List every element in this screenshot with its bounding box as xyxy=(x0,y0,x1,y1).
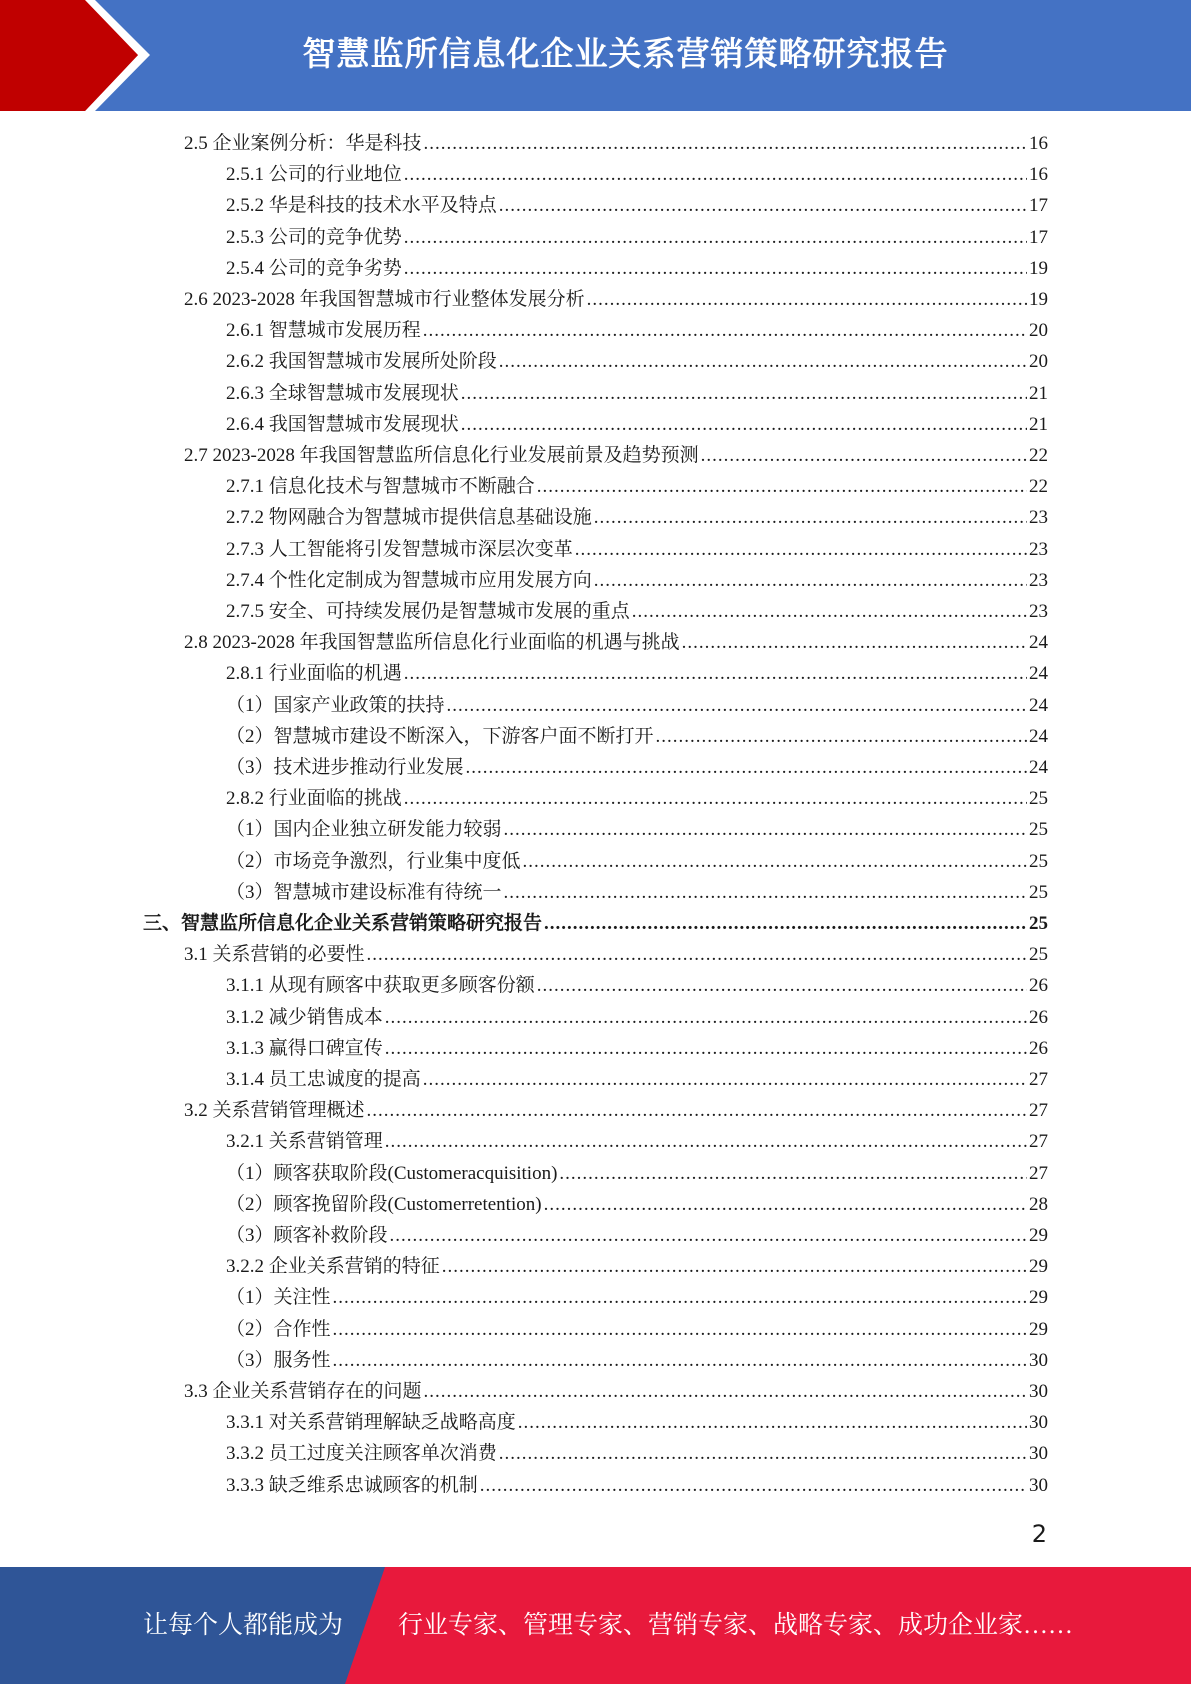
toc-entry[interactable] xyxy=(226,1470,1048,1501)
toc-entry-label: 2.7.3 人工智能将引发智慧城市深层次变革 xyxy=(226,538,573,560)
toc-entry[interactable] xyxy=(226,1345,1048,1376)
toc-entry-page: 29 xyxy=(1029,1225,1048,1246)
toc-leader-dots xyxy=(333,1319,1027,1341)
toc-entry[interactable] xyxy=(226,315,1048,346)
toc-entry-page: 27 xyxy=(1029,1069,1048,1090)
toc-entry[interactable] xyxy=(226,409,1048,440)
toc-entry[interactable] xyxy=(226,1220,1048,1251)
toc-entry-label: 3.1.3 赢得口碑宣传 xyxy=(226,1037,383,1059)
toc-entry[interactable] xyxy=(226,970,1048,1001)
footer-slogan-right: 行业专家、管理专家、营销专家、战略专家、成功企业家…… xyxy=(398,1612,1074,1639)
toc-entry-page: 24 xyxy=(1029,694,1048,716)
toc-entry[interactable] xyxy=(226,502,1048,533)
toc-entry-label: 2.6.1 智慧城市发展历程 xyxy=(226,320,421,342)
toc-entry-page: 23 xyxy=(1029,507,1048,529)
toc-entry[interactable] xyxy=(226,783,1048,814)
toc-entry-page: 24 xyxy=(1029,725,1048,747)
toc-entry-page: 24 xyxy=(1029,632,1048,654)
toc-leader-dots xyxy=(447,695,1027,717)
toc-entry[interactable] xyxy=(143,908,1048,939)
toc-entry-label: （2）合作性 xyxy=(226,1318,331,1340)
page-footer xyxy=(0,1567,1191,1684)
toc-entry-label: 3.1.2 减少销售成本 xyxy=(226,1006,383,1028)
toc-entry-label: 2.7 2023-2028 年我国智慧监所信息化行业发展前景及趋势预测 xyxy=(184,445,699,466)
toc-entry-page: 25 xyxy=(1029,944,1048,966)
toc-entry-page: 30 xyxy=(1029,1381,1048,1402)
toc-entry-page: 24 xyxy=(1029,663,1048,685)
toc-entry-label: （2）智慧城市建设不断深入，下游客户面不断打开 xyxy=(226,725,654,747)
toc-entry-label: 3.3.2 员工过度关注顾客单次消费 xyxy=(226,1443,497,1465)
toc-entry-label: 3.1.4 员工忠诚度的提高 xyxy=(226,1069,421,1090)
toc-leader-dots xyxy=(575,539,1027,561)
toc-leader-dots xyxy=(367,944,1027,966)
toc-entry[interactable] xyxy=(226,1251,1048,1282)
toc-entry-page: 22 xyxy=(1029,445,1048,466)
toc-entry[interactable] xyxy=(226,565,1048,596)
toc-entry[interactable] xyxy=(226,1189,1048,1220)
toc-leader-dots xyxy=(499,1443,1027,1465)
toc-entry-label: 3.3 企业关系营销存在的问题 xyxy=(184,1381,422,1402)
toc-leader-dots xyxy=(656,726,1027,748)
toc-leader-dots xyxy=(537,476,1027,498)
toc-entry-page: 21 xyxy=(1029,382,1048,404)
toc-entry-page: 26 xyxy=(1029,1037,1048,1059)
toc-entry-label: （3）服务性 xyxy=(226,1349,331,1371)
toc-entry-label: （1）国家产业政策的扶持 xyxy=(226,694,445,716)
toc-entry-page: 27 xyxy=(1029,1162,1048,1184)
toc-entry-page: 16 xyxy=(1029,164,1048,186)
toc-entry[interactable] xyxy=(226,1033,1048,1064)
toc-entry-label: （3）顾客补救阶段 xyxy=(226,1225,388,1246)
toc-leader-dots xyxy=(518,1412,1027,1434)
toc-entry-page: 20 xyxy=(1029,320,1048,342)
toc-entry-page: 27 xyxy=(1029,1100,1048,1122)
toc-entry-label: 2.6.2 我国智慧城市发展所处阶段 xyxy=(226,351,497,373)
toc-leader-dots xyxy=(442,1256,1027,1278)
toc-entry-label: 2.6 2023-2028 年我国智慧城市行业整体发展分析 xyxy=(184,289,585,310)
toc-leader-dots xyxy=(499,351,1027,373)
toc-entry[interactable] xyxy=(226,1158,1048,1189)
toc-entry-label: 3.3.3 缺乏维系忠诚顾客的机制 xyxy=(226,1474,478,1496)
toc-entry[interactable] xyxy=(226,534,1048,565)
toc-leader-dots xyxy=(559,1163,1027,1185)
toc-entry-page: 25 xyxy=(1029,913,1048,934)
toc-entry-label: （2）顾客挽留阶段(Customerretention) xyxy=(226,1193,542,1215)
toc-entry[interactable] xyxy=(226,1126,1048,1157)
toc-entry[interactable] xyxy=(226,877,1048,908)
toc-entry[interactable] xyxy=(226,1282,1048,1313)
toc-leader-dots xyxy=(404,663,1027,685)
toc-entry[interactable] xyxy=(184,128,1048,159)
toc-entry-page: 25 xyxy=(1029,881,1048,903)
toc-entry-label: 2.5.3 公司的竞争优势 xyxy=(226,226,402,248)
toc-entry-label: 2.8.1 行业面临的机遇 xyxy=(226,663,402,685)
toc-leader-dots xyxy=(385,1007,1027,1029)
toc-entry-label: 2.7.5 安全、可持续发展仍是智慧城市发展的重点 xyxy=(226,601,630,622)
toc-entry-page: 28 xyxy=(1029,1193,1048,1215)
toc-leader-dots xyxy=(594,507,1027,529)
toc-entry[interactable] xyxy=(226,846,1048,877)
toc-leader-dots xyxy=(682,632,1027,654)
toc-leader-dots xyxy=(544,1194,1027,1216)
toc-leader-dots xyxy=(390,1225,1027,1247)
toc-entry[interactable] xyxy=(226,378,1048,409)
toc-entry-label: （3）技术进步推动行业发展 xyxy=(226,757,464,778)
header-arrow-decoration xyxy=(0,0,160,111)
toc-leader-dots xyxy=(404,164,1027,186)
toc-entry[interactable] xyxy=(226,1002,1048,1033)
toc-entry[interactable] xyxy=(226,190,1048,221)
toc-entry-label: 2.8 2023-2028 年我国智慧监所信息化行业面临的机遇与挑战 xyxy=(184,632,680,654)
toc-entry[interactable] xyxy=(226,159,1048,190)
toc-entry[interactable] xyxy=(226,596,1048,627)
toc-entry[interactable] xyxy=(226,1407,1048,1438)
toc-entry-page: 17 xyxy=(1029,226,1048,248)
toc-entry-label: （2）市场竞争激烈，行业集中度低 xyxy=(226,850,521,872)
toc-leader-dots xyxy=(523,851,1027,873)
toc-entry[interactable] xyxy=(226,721,1048,752)
toc-entry-page: 25 xyxy=(1029,850,1048,872)
toc-entry-label: 3.2.2 企业关系营销的特征 xyxy=(226,1256,440,1278)
toc-entry-page: 27 xyxy=(1029,1131,1048,1153)
toc-leader-dots xyxy=(537,975,1027,997)
toc-entry[interactable] xyxy=(226,1438,1048,1469)
toc-entry-page: 20 xyxy=(1029,351,1048,373)
toc-entry-page: 22 xyxy=(1029,476,1048,498)
toc-entry-label: 2.8.2 行业面临的挑战 xyxy=(226,788,402,810)
toc-entry-page: 30 xyxy=(1029,1349,1048,1371)
toc-entry[interactable] xyxy=(226,814,1048,845)
toc-entry-label: 3.3.1 对关系营销理解缺乏战略高度 xyxy=(226,1412,516,1434)
toc-leader-dots xyxy=(587,289,1027,311)
toc-entry[interactable] xyxy=(226,1314,1048,1345)
toc-entry-page: 23 xyxy=(1029,569,1048,591)
toc-entry-page: 23 xyxy=(1029,601,1048,622)
toc-entry-page: 17 xyxy=(1029,195,1048,217)
toc-leader-dots xyxy=(461,414,1027,436)
toc-entry-page: 19 xyxy=(1029,257,1048,279)
toc-leader-dots xyxy=(499,195,1027,217)
toc-entry[interactable] xyxy=(184,1376,1048,1407)
toc-entry-page: 30 xyxy=(1029,1443,1048,1465)
toc-leader-dots xyxy=(480,1475,1027,1497)
toc-entry[interactable] xyxy=(226,222,1048,253)
toc-entry-label: 3.2 关系营销管理概述 xyxy=(184,1100,365,1122)
toc-entry[interactable] xyxy=(226,752,1048,783)
toc-entry-page: 30 xyxy=(1029,1474,1048,1496)
header-title: 智慧监所信息化企业关系营销策略研究报告 xyxy=(302,34,949,73)
toc-entry-label: 2.7.4 个性化定制成为智慧城市应用发展方向 xyxy=(226,569,592,591)
toc-leader-dots xyxy=(423,320,1027,342)
toc-entry-page: 26 xyxy=(1029,975,1048,997)
toc-leader-dots xyxy=(404,227,1027,249)
toc-leader-dots xyxy=(333,1350,1027,1372)
toc-entry[interactable] xyxy=(226,253,1048,284)
toc-entry-page: 16 xyxy=(1029,133,1048,154)
toc-leader-dots xyxy=(632,601,1027,623)
toc-entry-label: （1）顾客获取阶段(Customeracquisition) xyxy=(226,1162,558,1184)
toc-entry-page: 29 xyxy=(1029,1287,1048,1309)
toc-entry-page: 29 xyxy=(1029,1318,1048,1340)
toc-entry-label: 2.7.2 物网融合为智慧城市提供信息基础设施 xyxy=(226,507,592,529)
footer-slogan-left: 让每个人都能成为 xyxy=(143,1612,344,1639)
toc-entry-page: 23 xyxy=(1029,538,1048,560)
toc-entry-label: 2.7.1 信息化技术与智慧城市不断融合 xyxy=(226,476,535,498)
toc-entry-page: 25 xyxy=(1029,819,1048,841)
toc-entry-label: 2.6.3 全球智慧城市发展现状 xyxy=(226,382,459,404)
toc-leader-dots xyxy=(544,913,1027,935)
toc-entry-label: 2.5.1 公司的行业地位 xyxy=(226,164,402,186)
toc-entry[interactable] xyxy=(226,658,1048,689)
toc-entry[interactable] xyxy=(226,690,1048,721)
toc-entry-label: 3.1.1 从现有顾客中获取更多顾客份额 xyxy=(226,975,535,997)
toc-entry-label: 2.5 企业案例分析：华是科技 xyxy=(184,133,422,154)
toc-leader-dots xyxy=(466,757,1027,779)
toc-leader-dots xyxy=(461,383,1027,405)
toc-entry-label: 2.5.4 公司的竞争劣势 xyxy=(226,257,402,279)
toc-entry-page: 29 xyxy=(1029,1256,1048,1278)
toc-entry-label: （3）智慧城市建设标准有待统一 xyxy=(226,881,502,903)
toc-entry-page: 21 xyxy=(1029,413,1048,435)
toc-leader-dots xyxy=(594,570,1027,592)
toc-leader-dots xyxy=(424,1381,1027,1403)
toc-leader-dots xyxy=(385,1131,1027,1153)
toc-entry[interactable] xyxy=(184,284,1048,315)
toc-entry-label: 2.6.4 我国智慧城市发展现状 xyxy=(226,413,459,435)
toc-entry-label: 2.5.2 华是科技的技术水平及特点 xyxy=(226,195,497,217)
toc-entry-label: （1）关注性 xyxy=(226,1287,331,1309)
page-number: 2 xyxy=(1031,1520,1047,1548)
toc-entry-page: 30 xyxy=(1029,1412,1048,1434)
toc-entry[interactable] xyxy=(184,1095,1048,1126)
toc-leader-dots xyxy=(404,258,1027,280)
toc-entry[interactable] xyxy=(226,471,1048,502)
toc-leader-dots xyxy=(333,1287,1027,1309)
toc-entry[interactable] xyxy=(226,1064,1048,1095)
toc-entry-page: 26 xyxy=(1029,1006,1048,1028)
toc-entry[interactable] xyxy=(184,627,1048,658)
toc-entry-page: 24 xyxy=(1029,757,1048,778)
toc-leader-dots xyxy=(424,133,1027,155)
toc-entry-label: （1）国内企业独立研发能力较弱 xyxy=(226,819,502,841)
toc-leader-dots xyxy=(404,788,1027,810)
toc-entry-page: 19 xyxy=(1029,289,1048,310)
toc-entry[interactable] xyxy=(184,440,1048,471)
page-header xyxy=(0,0,1191,111)
toc-entry-label: 3.1 关系营销的必要性 xyxy=(184,944,365,966)
toc-entry-label: 3.2.1 关系营销管理 xyxy=(226,1131,383,1153)
toc-leader-dots xyxy=(385,1038,1027,1060)
toc-entry-page: 25 xyxy=(1029,788,1048,810)
toc-entry[interactable] xyxy=(184,939,1048,970)
toc-leader-dots xyxy=(701,445,1027,467)
toc-leader-dots xyxy=(504,819,1027,841)
toc-entry[interactable] xyxy=(226,346,1048,377)
toc-entry-label: 三、智慧监所信息化企业关系营销策略研究报告 xyxy=(143,913,543,934)
toc-leader-dots xyxy=(367,1100,1027,1122)
toc-leader-dots xyxy=(423,1069,1027,1091)
toc-leader-dots xyxy=(504,882,1027,904)
